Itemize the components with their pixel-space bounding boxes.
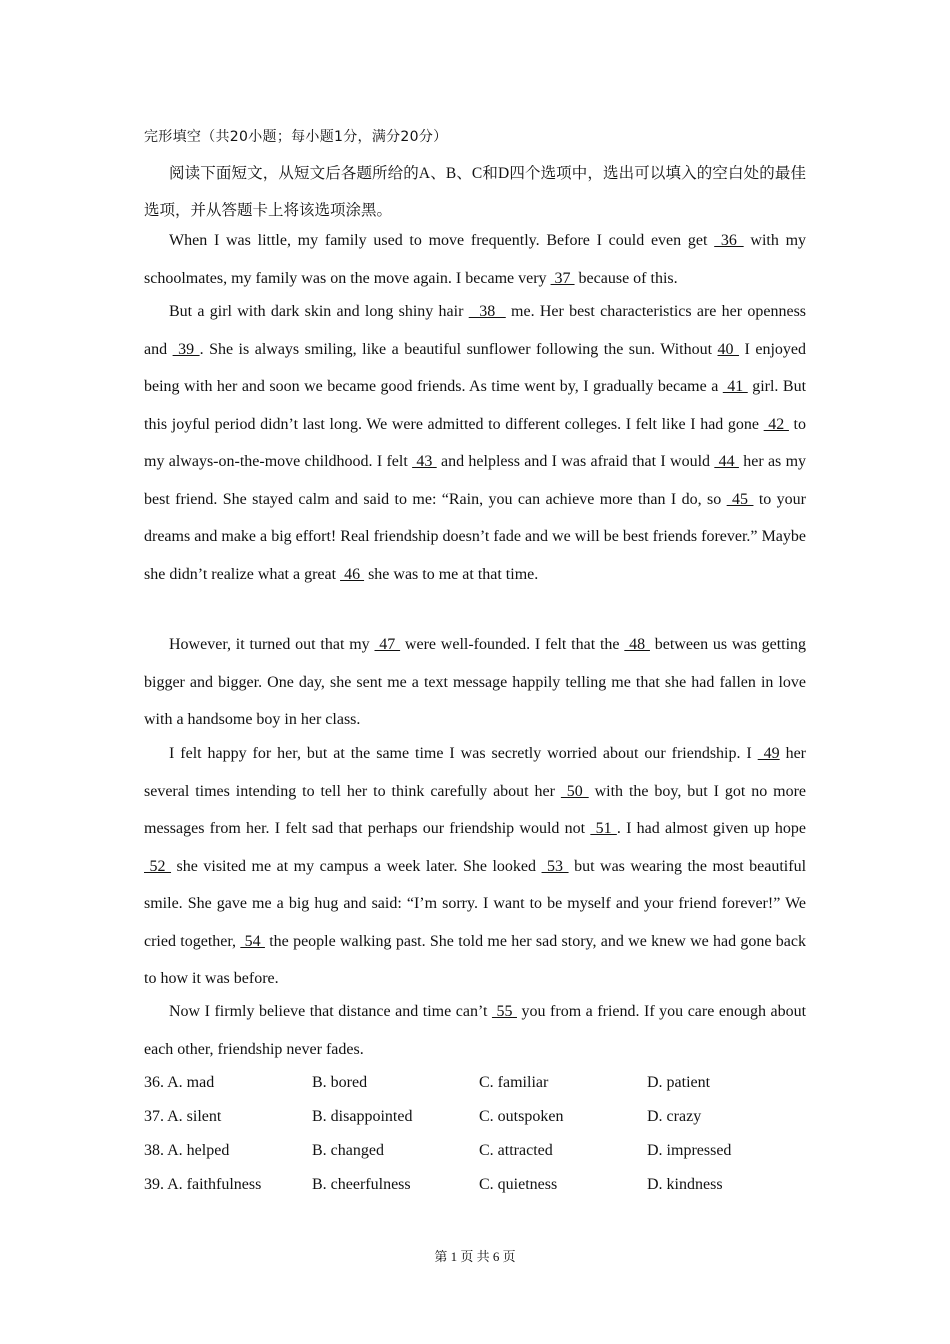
passage-text: When I was little, my family used to move frequently. Before I could even get xyxy=(169,232,715,249)
options-row-37 xyxy=(144,1108,806,1130)
passage-paragraph-2 xyxy=(144,293,806,593)
option-a: 38. A. helped xyxy=(144,1142,230,1159)
option-b: B. cheerfulness xyxy=(312,1176,411,1193)
passage-text: her as my best friend. She stayed calm and said to me: “Rain, you can achieve more than I do, so xyxy=(144,453,807,508)
passage-text: I felt happy for her, but at the same time I was secretly worried about our friendship. I xyxy=(169,745,758,762)
passage-text: she was to me at that time. xyxy=(364,565,539,583)
answer-blank: 50 xyxy=(560,782,589,800)
options-row-39 xyxy=(144,1176,806,1198)
option-c: C. quietness xyxy=(479,1176,558,1193)
passage-text: because of this. xyxy=(574,269,678,287)
passage-text: I enjoyed being with her and soon we became good friends. As time went by, I gradually became a xyxy=(144,340,806,395)
passage-text: . I had almost given up hope xyxy=(616,820,807,837)
answer-blank: 38 xyxy=(468,303,506,320)
option-d: D. crazy xyxy=(647,1108,702,1125)
option-c: C. attracted xyxy=(479,1142,553,1159)
answer-blank: 52 xyxy=(144,857,172,875)
passage-text: the people walking past. She told me her sad story, and we knew we had gone back to how it was before. xyxy=(144,932,807,987)
option-b: B. bored xyxy=(312,1074,368,1091)
answer-blank: 42 xyxy=(763,415,789,433)
answer-blank: 49 xyxy=(757,745,780,762)
answer-blank: 54 xyxy=(240,932,265,950)
option-b: B. disappointed xyxy=(312,1108,413,1125)
answer-blank: 43 xyxy=(412,453,437,470)
option-c: C. familiar xyxy=(479,1074,549,1091)
option-d: D. patient xyxy=(647,1074,711,1091)
passage-text: with my schoolmates, my family was on the move again. I became very xyxy=(144,232,807,287)
answer-blank: 47 xyxy=(374,636,401,653)
answer-blank: 45 xyxy=(726,490,754,508)
passage-paragraph-3 xyxy=(144,626,806,739)
section-heading: 完形填空（共20小题；每小题1分，满分20分） xyxy=(144,129,448,145)
option-c: C. outspoken xyxy=(479,1108,564,1125)
option-a: 36. A. mad xyxy=(144,1074,215,1091)
passage-text: you from a friend. If you care enough about each other, friendship never fades. xyxy=(144,1003,807,1058)
passage-text: . She is always smiling, like a beautiful sunflower following the sun. Without xyxy=(199,340,718,358)
answer-blank: 36 xyxy=(714,232,744,249)
passage-paragraph-1 xyxy=(144,222,806,297)
option-a: 37. A. silent xyxy=(144,1108,222,1125)
passage-text: to your dreams and make a big effort! Real friendship doesn’t fade and we will be best friends forever.” Maybe she didn’t realize what a great xyxy=(144,490,807,583)
passage-text: But a girl with dark skin and long shiny hair xyxy=(169,303,469,320)
passage-text: with the boy, but I got no more messages from her. I felt sad that perhaps our friendship would not xyxy=(144,782,807,837)
passage-paragraph-5 xyxy=(144,993,806,1068)
passage-text: me. Her best characteristics are her openness and xyxy=(144,303,807,358)
option-d: D. kindness xyxy=(647,1176,723,1193)
passage-text: between us was getting bigger and bigger. One day, she sent me a text message happily telling me that she had fallen in love with a handsome boy in her class. xyxy=(144,636,807,728)
passage-paragraph-4 xyxy=(144,735,806,998)
answer-blank: 39 xyxy=(172,340,200,358)
answer-blank: 41 xyxy=(722,378,748,395)
answer-blank: 48 xyxy=(624,636,650,653)
passage-text: and helpless and I was afraid that I would xyxy=(436,453,715,470)
passage-text: she visited me at my campus a week later. She looked xyxy=(171,857,542,875)
instruction-paragraph: 阅读下面短文，从短文后各题所给的A、B、C和D四个选项中，选出可以填入的空白处的最佳选项，并从答题卡上将该选项涂黑。 xyxy=(144,165,806,219)
passage-text: girl. But this joyful period didn’t last long. We were admitted to different colleges. I felt like I had gone xyxy=(144,378,807,433)
answer-blank: 40 xyxy=(717,340,740,358)
passage-text: Now I firmly believe that distance and time can’t xyxy=(169,1003,492,1020)
answer-blank: 55 xyxy=(491,1003,517,1020)
passage-text: However, it turned out that my xyxy=(169,636,375,653)
passage-text: to my always-on-the-move childhood. I felt xyxy=(144,415,806,470)
passage-text: her several times intending to tell her to think carefully about her xyxy=(144,745,807,800)
options-row-38 xyxy=(144,1142,806,1164)
answer-blank: 53 xyxy=(541,857,569,875)
passage-text: but was wearing the most beautiful smile. She gave me a big hug and said: “I’m sorry. I want to be myself and your friend forever!” We cried together, xyxy=(144,857,807,950)
answer-blank: 46 xyxy=(340,565,365,583)
option-b: B. changed xyxy=(312,1142,384,1159)
answer-blank: 37 xyxy=(550,269,575,287)
answer-blank: 51 xyxy=(590,820,617,837)
option-a: 39. A. faithfulness xyxy=(144,1176,262,1193)
page-footer: 第 1 页 共 6 页 xyxy=(434,1249,516,1264)
passage-text: were well-founded. I felt that the xyxy=(400,636,625,653)
options-row-36 xyxy=(144,1074,806,1096)
answer-blank: 44 xyxy=(714,453,739,470)
option-d: D. impressed xyxy=(647,1142,732,1159)
